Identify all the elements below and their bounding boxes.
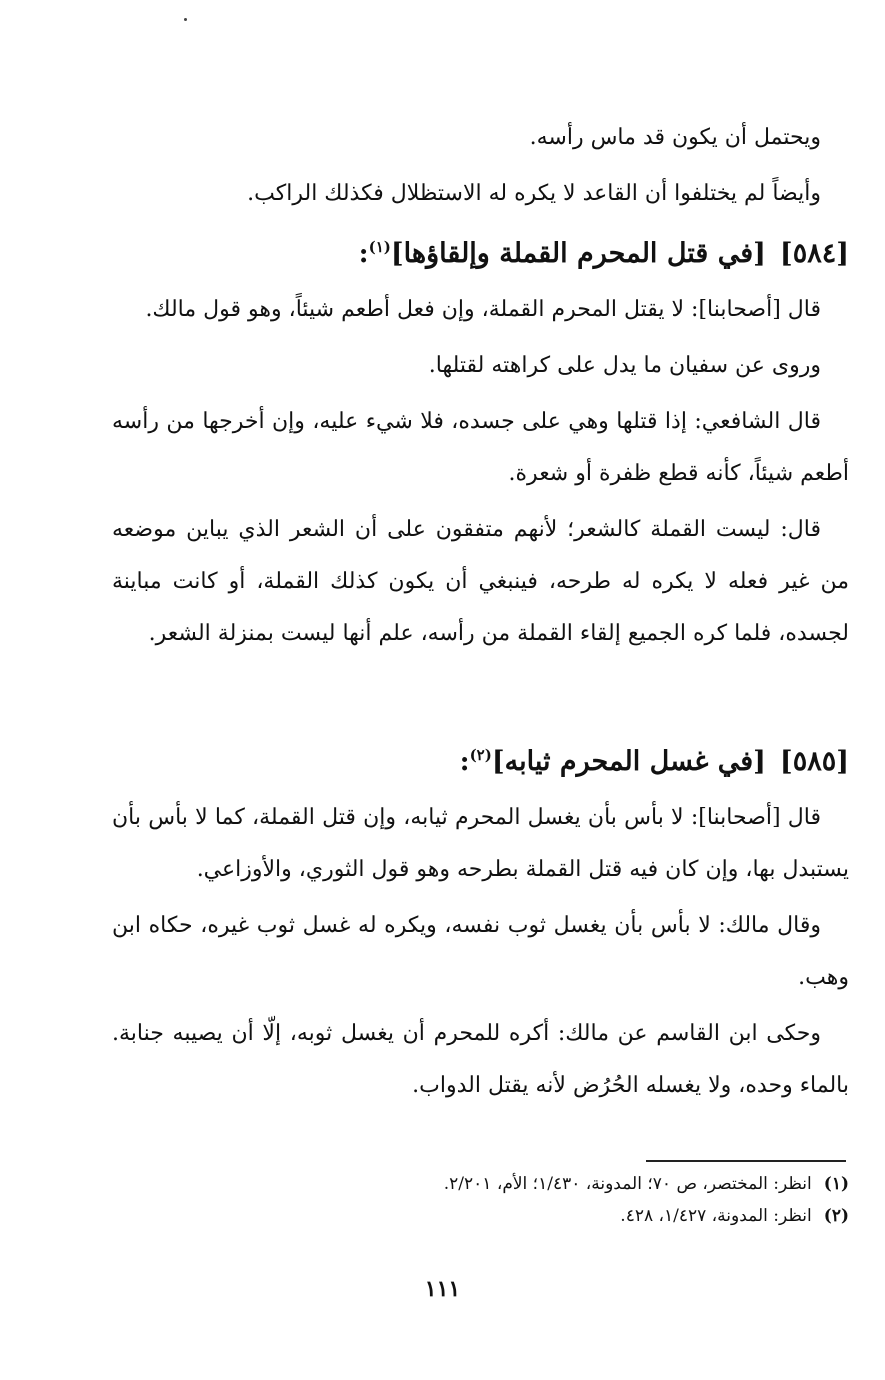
section-584-colon: : [358,238,369,269]
section-585-heading [112,746,849,777]
section-585-body [112,792,849,1116]
intro-paragraph-2: وأيضاً لم يختلفوا أن القاعد لا يكره له الاستظلال فكذلك الراكب. [247,181,821,206]
footnote-2-mark: (٢) [823,1206,849,1226]
section-585-number: [٥٨٥] [779,746,849,777]
section-584-paragraph-1: قال [أصحابنا]: لا يقتل المحرم القملة، وإن فعل أطعم شيئاً، وهو قول مالك. [145,297,821,322]
footnote-divider [646,1160,846,1162]
footnote-2-text: انظر: المدونة، ١/٤٢٧، ٤٢٨. [620,1206,812,1226]
footnote-1-text: انظر: المختصر، ص ٧٠؛ المدونة، ١/٤٣٠؛ الأم، ٢/٢٠١. [443,1174,812,1194]
footnotes [112,1168,849,1232]
section-585-colon: : [459,746,470,777]
intro-text [112,112,849,224]
section-585-paragraph-3: وحكى ابن القاسم عن مالك: أكره للمحرم أن يغسل ثوبه، إلّا أن يصيبه جنابة. بالماء وحده، ولا يغسله الحُرُض لأنه يقتل الدواب. [112,1021,849,1098]
section-585-paragraph-2: وقال مالك: لا بأس بأن يغسل ثوب نفسه، ويكره له غسل ثوب غيره، حكاه ابن وهب. [112,913,849,990]
section-584-title: [في قتل المحرم القملة وإلقاؤها] [390,238,766,269]
intro-paragraph-1: ويحتمل أن يكون قد ماس رأسه. [529,125,821,150]
section-585-footnote-ref[interactable]: (٢) [469,746,492,764]
footnote-1 [112,1168,849,1200]
section-584-paragraph-4: قال: ليست القملة كالشعر؛ لأنهم متفقون على أن الشعر الذي يباين موضعه من غير فعله لا يكره له طرحه، فينبغي أن يكون كذلك القملة، أو كانت مباينة لجسده، فلما كره الجميع إلقاء القملة من رأسه، علم أنها ليست بمنزلة الشعر. [112,517,849,646]
section-584-paragraph-2: وروى عن سفيان ما يدل على كراهته لقتلها. [428,353,821,378]
section-584-heading [112,238,849,269]
section-584-number: [٥٨٤] [779,238,849,269]
section-584-footnote-ref[interactable]: (١) [368,238,391,256]
footnote-1-mark: (١) [823,1174,849,1194]
section-584-paragraph-3: قال الشافعي: إذا قتلها وهي على جسده، فلا شيء عليه، وإن أخرجها من رأسه أطعم شيئاً، كأنه قطع ظفرة أو شعرة. [112,409,849,486]
section-585-paragraph-1: قال [أصحابنا]: لا بأس بأن يغسل المحرم ثيابه، وإن قتل القملة، كما لا بأس بأن يستبدل بها، وإن كان فيه قتل القملة بطرحه وهو قول الثوري، والأوزاعي. [112,805,849,882]
page-number: ١١١ [424,1276,461,1302]
scan-speck [184,18,187,21]
section-584-body [112,284,849,664]
section-585-title: [في غسل المحرم ثيابه] [491,746,766,777]
footnote-2 [112,1200,849,1232]
